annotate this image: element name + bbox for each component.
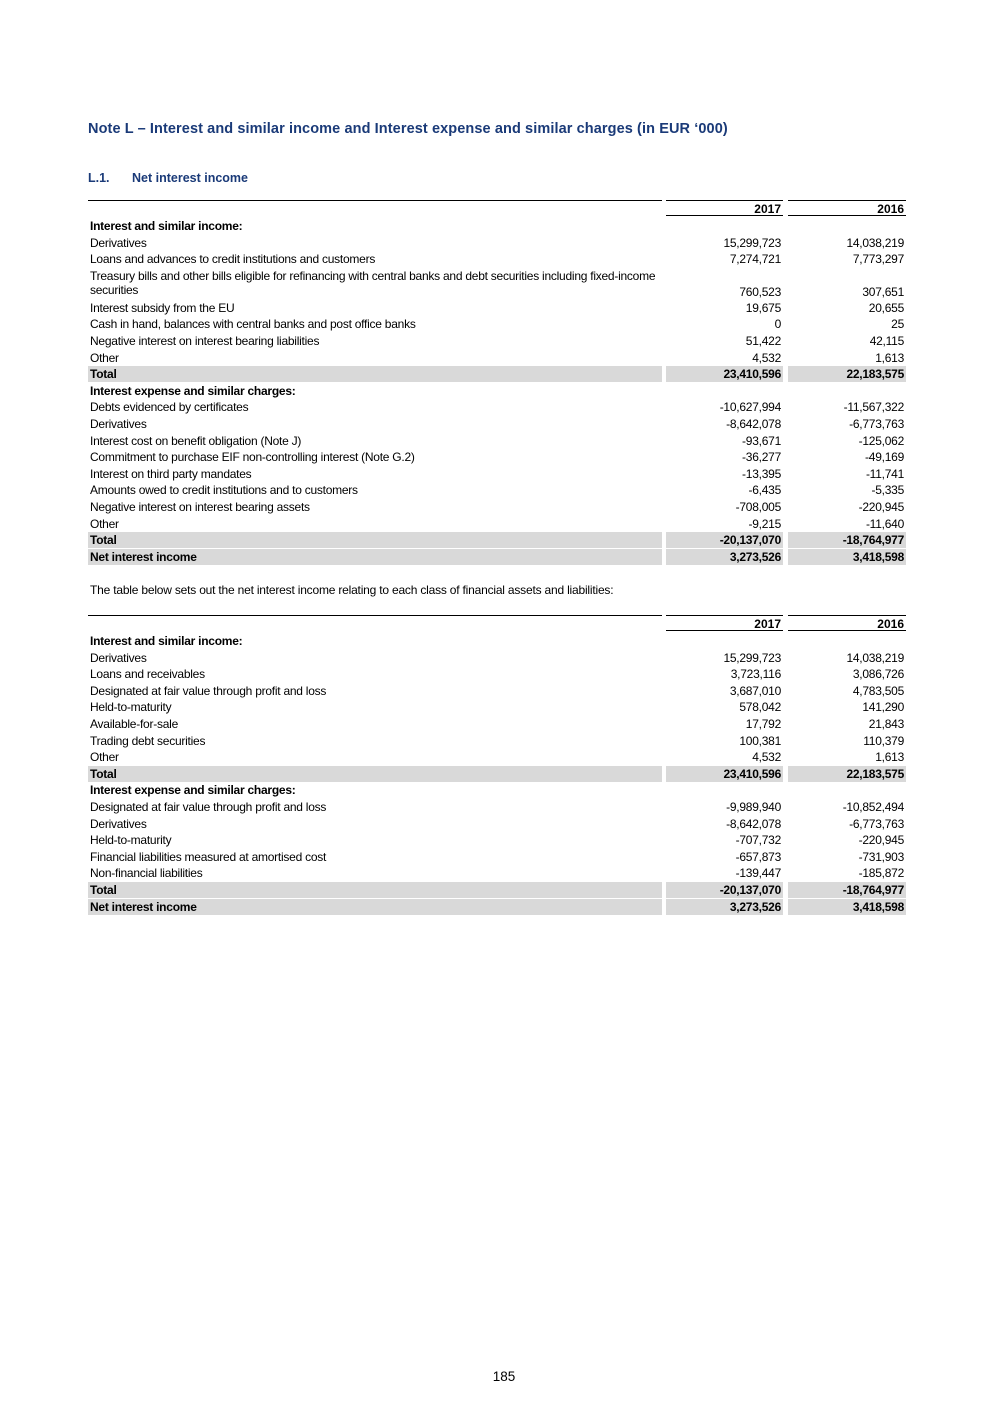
section-heading [88, 171, 248, 185]
year-column-header: 2016 [788, 615, 906, 631]
value-2016: 22,183,575 [846, 367, 904, 382]
total-row [88, 366, 906, 383]
row-label: Derivatives [90, 650, 147, 665]
value-2016: 7,773,297 [852, 252, 904, 267]
value-2017: 3,723,116 [730, 667, 781, 682]
value-2016: 3,418,598 [852, 899, 904, 914]
table-row [88, 733, 906, 750]
row-label: Other [90, 516, 119, 531]
value-2017: 3,273,526 [729, 549, 781, 564]
value-2016: 4,783,505 [852, 683, 904, 698]
net-interest-income-row [88, 899, 906, 916]
row-label: Held-to-maturity [90, 700, 172, 715]
value-2017: -9,215 [748, 516, 781, 531]
value-2017: 23,410,596 [723, 766, 781, 781]
table-row [88, 482, 906, 499]
table-row [88, 433, 906, 450]
row-label: Derivatives [90, 416, 147, 431]
value-2016: 307,651 [862, 284, 904, 299]
value-2016: 14,038,219 [846, 650, 904, 665]
row-label: Negative interest on interest bearing liabilities [90, 333, 320, 348]
table-row [88, 716, 906, 733]
row-label: Total [90, 367, 117, 382]
value-2017: 19,675 [745, 300, 781, 315]
value-2017: 17,792 [745, 716, 781, 731]
value-2017: 7,274,721 [729, 252, 781, 267]
value-2016: -11,741 [865, 466, 904, 481]
row-label: Interest cost on benefit obligation (Note J) [90, 433, 302, 448]
table-row [88, 516, 906, 533]
row-label: Other [90, 350, 119, 365]
row-label: Loans and advances to credit institutions and customers [90, 252, 376, 267]
table-row [88, 650, 906, 667]
row-label: Net interest income [90, 549, 197, 564]
table-row-heading [88, 633, 906, 650]
row-label: Cash in hand, balances with central banks and post office banks [90, 317, 416, 332]
row-label: Amounts owed to credit institutions and to customers [90, 483, 358, 498]
value-2017: 4,532 [752, 350, 781, 365]
value-2016: 110,379 [863, 733, 904, 748]
value-2016: 21,843 [868, 716, 904, 731]
value-2016: -731,903 [858, 849, 904, 864]
value-2017: 51,422 [745, 333, 781, 348]
row-label: Loans and receivables [90, 667, 205, 682]
value-2016: 141,290 [862, 700, 904, 715]
row-label: Interest expense and similar charges: [90, 383, 296, 398]
total-row [88, 882, 906, 899]
row-label: Treasury bills and other bills eligible for refinancing with central banks and debt securities including fixed-income securities [90, 268, 656, 298]
net-interest-income-by-class-table [88, 615, 906, 915]
row-label: Negative interest on interest bearing assets [90, 499, 310, 514]
table-row-heading [88, 782, 906, 799]
value-2017: -139,447 [735, 866, 781, 881]
value-2016: -11,567,322 [843, 400, 904, 415]
value-2016: 22,183,575 [846, 766, 904, 781]
table-header [88, 200, 906, 218]
net-interest-income-table [88, 200, 906, 565]
value-2017: -8,642,078 [726, 416, 781, 431]
table-row [88, 466, 906, 483]
value-2017: 15,299,723 [723, 235, 781, 250]
year-column-header: 2017 [666, 615, 783, 631]
page-number: 185 [492, 1369, 516, 1384]
value-2016: 1,613 [875, 750, 904, 765]
row-label: Financial liabilities measured at amortised cost [90, 849, 327, 864]
value-2017: -10,627,994 [719, 400, 781, 415]
table-row [88, 799, 906, 816]
table-row-heading [88, 218, 906, 235]
value-2016: -5,335 [871, 483, 904, 498]
row-label: Designated at fair value through profit and loss [90, 683, 327, 698]
value-2016: 42,115 [869, 333, 904, 348]
total-row [88, 532, 906, 549]
table-header [88, 615, 906, 633]
row-label: Total [90, 882, 117, 897]
row-label: Total [90, 533, 117, 548]
table-row [88, 749, 906, 766]
value-2016: 1,613 [875, 350, 904, 365]
year-column-header: 2017 [666, 200, 783, 216]
row-label: Designated at fair value through profit and loss [90, 799, 327, 814]
table-row [88, 832, 906, 849]
table-row-heading [88, 383, 906, 400]
row-label: Net interest income [90, 899, 197, 914]
value-2016: -6,773,763 [849, 416, 904, 431]
value-2016: -11,640 [865, 516, 904, 531]
value-2016: 20,655 [868, 300, 904, 315]
row-label: Trading debt securities [90, 733, 206, 748]
note-title: Note L – Interest and similar income and Interest expense and similar charges (in EUR ‘000) [88, 121, 728, 137]
table-row [88, 399, 906, 416]
table-row [88, 333, 906, 350]
table-row [88, 666, 906, 683]
value-2016: 25 [891, 317, 904, 332]
table-row [88, 268, 906, 300]
value-2017: 100,381 [739, 733, 781, 748]
table-row [88, 865, 906, 882]
table-row [88, 699, 906, 716]
value-2017: 15,299,723 [723, 650, 781, 665]
value-2017: -708,005 [735, 499, 781, 514]
row-label: Total [90, 766, 117, 781]
value-2016: -18,764,977 [842, 882, 904, 897]
net-interest-income-row [88, 549, 906, 566]
row-label: Interest subsidy from the EU [90, 300, 235, 315]
table-row [88, 300, 906, 317]
value-2017: -20,137,070 [719, 533, 781, 548]
value-2017: -13,395 [742, 466, 781, 481]
value-2017: 0 [774, 317, 781, 332]
value-2017: 578,042 [739, 700, 781, 715]
row-label: Available-for-sale [90, 716, 178, 731]
section-title: Net interest income [132, 171, 249, 185]
value-2016: -125,062 [858, 433, 904, 448]
row-label: Other [90, 750, 119, 765]
row-label: Non-financial liabilities [90, 866, 203, 881]
table-row [88, 251, 906, 268]
value-2017: -6,435 [748, 483, 781, 498]
value-2016: -185,872 [858, 866, 904, 881]
value-2016: 3,418,598 [852, 549, 904, 564]
value-2016: 3,086,726 [852, 667, 904, 682]
row-label: Interest expense and similar charges: [90, 783, 296, 798]
table-row [88, 449, 906, 466]
value-2016: -49,169 [865, 450, 904, 465]
table-row [88, 499, 906, 516]
row-label: Commitment to purchase EIF non-controlling interest (Note G.2) [90, 450, 415, 465]
value-2016: -10,852,494 [842, 799, 904, 814]
value-2017: 3,687,010 [729, 683, 781, 698]
value-2017: -93,671 [742, 433, 781, 448]
value-2017: -9,989,940 [726, 799, 781, 814]
value-2017: -20,137,070 [719, 882, 781, 897]
value-2017: -707,732 [735, 833, 781, 848]
row-label: Interest on third party mandates [90, 466, 252, 481]
value-2016: -220,945 [858, 833, 904, 848]
table-row [88, 683, 906, 700]
row-label: Held-to-maturity [90, 833, 172, 848]
value-2017: -657,873 [735, 849, 781, 864]
value-2017: 23,410,596 [723, 367, 781, 382]
row-label: Debts evidenced by certificates [90, 400, 249, 415]
intro-paragraph: The table below sets out the net interest income relating to each class of financial assets and liabilities: [90, 583, 614, 597]
value-2017: 3,273,526 [729, 899, 781, 914]
value-2017: 4,532 [752, 750, 781, 765]
value-2016: -18,764,977 [842, 533, 904, 548]
value-2016: -220,945 [858, 499, 904, 514]
table-row [88, 849, 906, 866]
table-row [88, 816, 906, 833]
value-2016: -6,773,763 [849, 816, 904, 831]
section-number: L.1. [88, 171, 110, 185]
row-label: Interest and similar income: [90, 634, 243, 648]
table-row [88, 316, 906, 333]
table-row [88, 416, 906, 433]
value-2017: -8,642,078 [726, 816, 781, 831]
row-label: Derivatives [90, 816, 147, 831]
value-2016: 14,038,219 [846, 235, 904, 250]
row-label: Interest and similar income: [90, 219, 243, 233]
value-2017: -36,277 [742, 450, 781, 465]
row-label: Derivatives [90, 235, 147, 250]
table-row [88, 235, 906, 252]
total-row [88, 766, 906, 783]
value-2017: 760,523 [739, 284, 781, 299]
year-column-header: 2016 [788, 200, 906, 216]
table-row [88, 350, 906, 367]
